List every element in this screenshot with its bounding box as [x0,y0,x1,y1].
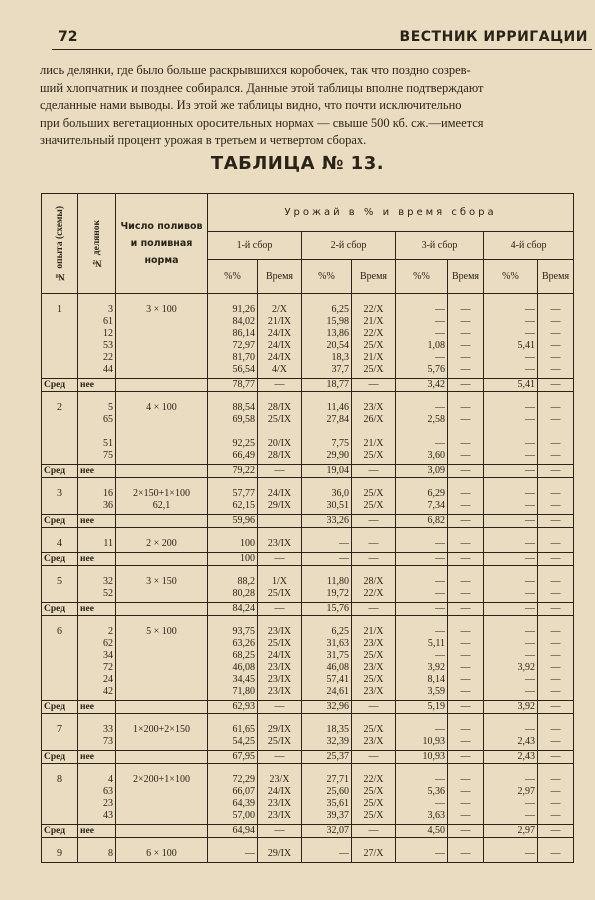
cell-t2: 21/X 23/X 25/X 23/X 25/X 23/X [352,616,396,701]
cell-opyt: 9 [42,838,78,863]
cell-norm [116,515,208,528]
cell-t2: — [352,701,396,714]
average-label: Сред [42,465,78,478]
cell-norm [116,751,208,764]
cell-p2: 25,37 [302,751,352,764]
cell-t2: 25/X 25/X [352,478,396,515]
cell-delyanka: 8 [78,838,116,863]
yield-table [41,193,574,863]
cell-t4: — [538,838,574,863]
average-label: Сред [42,515,78,528]
cell-norm: 6 × 100 [116,838,208,863]
cell-t3: — [448,528,484,553]
cell-t1: — [258,553,302,566]
cell-p2: 6,25 31,63 31,75 46,08 57,41 24,61 [302,616,352,701]
cell-t3: — [448,553,484,566]
journal-title: ВЕСТНИК ИРРИГАЦИИ [399,29,588,45]
table-row [42,838,574,863]
table-title: ТАБЛИЦА № 13. [210,153,385,174]
cell-opyt: 1 [42,294,78,379]
cell-p1: 79,22 [208,465,258,478]
paragraph-line: лись делянки, где было больше раскрывшихся коробочек, так что поздно созрев- [40,63,471,77]
cell-p2: 11,46 27,84 7,75 29,90 [302,392,352,465]
average-row [42,553,574,566]
cell-norm [116,465,208,478]
col-header-time: Время [352,260,396,294]
cell-t3: — [448,825,484,838]
cell-p3: 5,19 [396,701,448,714]
cell-t1: — [258,465,302,478]
cell-t4: — [538,528,574,553]
cell-p4: — 2,97 — — [484,764,538,825]
table-row [42,528,574,553]
cell-p4: 2,97 [484,825,538,838]
average-row [42,603,574,616]
cell-delyanka: 33 73 [78,714,116,751]
cell-opyt: 6 [42,616,78,701]
cell-norm: 2×150+1×100 62,1 [116,478,208,515]
cell-p4: — — — 5,41 — — [484,294,538,379]
cell-t1: 29/IX 25/IX [258,714,302,751]
cell-p4: — [484,528,538,553]
table-body [42,294,574,863]
cell-t1: — [258,701,302,714]
cell-p1: 100 [208,553,258,566]
cell-p2: 19,04 [302,465,352,478]
cell-t1: 2/X 21/IX 24/IX 24/IX 24/IX 4/X [258,294,302,379]
average-label-cont: нее [78,825,116,838]
cell-t3: — — — — — — [448,294,484,379]
cell-t3: — [448,515,484,528]
cell-t2: — [352,515,396,528]
cell-t1: — [258,825,302,838]
cell-t4: — — — — — — [538,294,574,379]
cell-p1: 84,24 [208,603,258,616]
cell-t3: — [448,838,484,863]
cell-p4: — 2,43 [484,714,538,751]
cell-p3: 3,09 [396,465,448,478]
cell-delyanka: 5 65 51 75 [78,392,116,465]
cell-t3: — — — — — — [448,616,484,701]
cell-delyanka: 11 [78,528,116,553]
cell-delyanka: 32 52 [78,566,116,603]
cell-p3: — [396,553,448,566]
cell-t3: — [448,751,484,764]
col-header-pct: %% [302,260,352,294]
paragraph-line: значительный процент урожая в третьем и четвертом сборах. [40,133,367,147]
cell-t1: 28/IX 25/IX 20/IX 28/IX [258,392,302,465]
average-label-cont: нее [78,553,116,566]
cell-t4: — — [538,478,574,515]
cell-p4: — [484,603,538,616]
cell-p2: 11,80 19,72 [302,566,352,603]
cell-p1: 61,65 54,25 [208,714,258,751]
cell-t1: 23/X 24/IX 23/IX 23/IX [258,764,302,825]
cell-p4: — — [484,478,538,515]
cell-t2: 22/X 25/X 25/X 25/X [352,764,396,825]
cell-t2: 27/X [352,838,396,863]
cell-p2: 18,77 [302,379,352,392]
average-label: Сред [42,825,78,838]
cell-p2: 36,0 30,51 [302,478,352,515]
cell-t2: 28/X 22/X [352,566,396,603]
cell-opyt: 7 [42,714,78,751]
col-header-delyanok: № делянок [78,194,116,294]
cell-t4: — [538,603,574,616]
cell-t3: — [448,701,484,714]
cell-t3: — — — — [448,392,484,465]
cell-p1: 78,77 [208,379,258,392]
cell-t1: 24/IX 29/IX [258,478,302,515]
average-row [42,701,574,714]
cell-p4: 2,43 [484,751,538,764]
cell-p3: 3,42 [396,379,448,392]
table-row [42,566,574,603]
cell-p2: — [302,838,352,863]
paragraph-line: ший хлопчатник и позднее собирался. Данные этой таблицы вполне подтверждают [40,80,484,95]
col-header-pct: %% [484,260,538,294]
cell-t2: — [352,603,396,616]
cell-p2: 33,26 [302,515,352,528]
average-row [42,465,574,478]
cell-t3: — [448,603,484,616]
cell-p3: 6,29 7,34 [396,478,448,515]
cell-t3: — — [448,566,484,603]
cell-p1: 88,2 80,28 [208,566,258,603]
average-label: Сред [42,379,78,392]
paragraph-line: сделанные нами выводы. Из этой же таблицы видно, что почти исключительно [40,98,462,112]
cell-p3: — 2,58 — 3,60 [396,392,448,465]
cell-norm: 4 × 100 [116,392,208,465]
cell-norm: 3 × 150 [116,566,208,603]
cell-p3: — [396,838,448,863]
cell-p4: — [484,838,538,863]
cell-norm: 1×200+2×150 [116,714,208,751]
cell-delyanka: 4 63 23 43 [78,764,116,825]
cell-t3: — — [448,714,484,751]
average-label-cont: нее [78,379,116,392]
cell-t4: — [538,751,574,764]
cell-t1: — [258,379,302,392]
cell-p4: — — — 3,92 — — [484,616,538,701]
cell-t2: — [352,379,396,392]
body-paragraph [40,62,580,150]
col-header-sbor1: 1-й сбор [208,232,302,260]
col-header-sbor2: 2-й сбор [302,232,396,260]
cell-opyt: 2 [42,392,78,465]
cell-p3: — — — 1,08 — 5,76 [396,294,448,379]
col-header-time: Время [258,260,302,294]
cell-t3: — [448,465,484,478]
cell-t4: — [538,379,574,392]
cell-p3: — 5,36 — 3,63 [396,764,448,825]
cell-delyanka: 2 62 34 72 24 42 [78,616,116,701]
cell-norm [116,553,208,566]
cell-t4: — [538,701,574,714]
cell-p2: 32,96 [302,701,352,714]
cell-p1: 67,95 [208,751,258,764]
cell-t4: — [538,553,574,566]
cell-p1: 91,26 84,02 86,14 72,97 81,70 56,54 [208,294,258,379]
col-header-poliv: Число поливов и поливная норма [116,194,208,294]
col-header-pct: %% [208,260,258,294]
cell-p3: — [396,528,448,553]
col-header-time: Время [448,260,484,294]
cell-p4: 3,92 [484,701,538,714]
cell-t1: 1/X 25/IX [258,566,302,603]
cell-p3: — 10,93 [396,714,448,751]
col-header-opyt: № опыта (схемы) [42,194,78,294]
cell-norm [116,825,208,838]
average-label: Сред [42,751,78,764]
cell-t3: — — [448,478,484,515]
average-label-cont: нее [78,515,116,528]
cell-t2: 23/X 26/X 21/X 25/X [352,392,396,465]
cell-t1: 23/IX [258,528,302,553]
cell-p2: — [302,528,352,553]
average-row [42,751,574,764]
col-header-urozhai: Урожай в % и время сбора [208,194,574,232]
cell-delyanka: 3 61 12 53 22 44 [78,294,116,379]
cell-p1: 62,93 [208,701,258,714]
cell-p3: 4,50 [396,825,448,838]
cell-p3: — — [396,566,448,603]
cell-p4: — — — — [484,392,538,465]
cell-p1: 64,94 [208,825,258,838]
cell-p2: 32,07 [302,825,352,838]
cell-t4: — — — — [538,764,574,825]
cell-t4: — [538,825,574,838]
average-label-cont: нее [78,465,116,478]
cell-t3: — — — — [448,764,484,825]
cell-norm [116,701,208,714]
cell-p1: 100 [208,528,258,553]
average-label: Сред [42,553,78,566]
col-header-sbor4: 4-й сбор [484,232,574,260]
cell-t1: 23/IX 25/IX 24/IX 23/IX 23/IX 23/IX [258,616,302,701]
cell-p4: — [484,515,538,528]
cell-t2: — [352,825,396,838]
col-header-time: Время [538,260,574,294]
cell-norm [116,603,208,616]
page-number: 72 [58,29,78,45]
cell-t1 [258,515,302,528]
cell-p1: 57,77 62,15 [208,478,258,515]
cell-t2: — [352,553,396,566]
cell-p4: — — [484,566,538,603]
cell-p3: — 5,11 — 3,92 8,14 3,59 [396,616,448,701]
cell-t4: — — — — [538,392,574,465]
cell-p4: — [484,553,538,566]
col-header-sbor3: 3-й сбор [396,232,484,260]
cell-opyt: 5 [42,566,78,603]
cell-opyt: 8 [42,764,78,825]
cell-p2: 18,35 32,39 [302,714,352,751]
cell-t1: 29/IX [258,838,302,863]
cell-p3: — [396,603,448,616]
cell-p2: 27,71 25,60 35,61 39,37 [302,764,352,825]
table-row [42,478,574,515]
cell-t4: — — [538,714,574,751]
cell-t2: — [352,465,396,478]
cell-t3: — [448,379,484,392]
table-row [42,714,574,751]
cell-t2: 25/X 23/X [352,714,396,751]
cell-p4: 5,41 [484,379,538,392]
cell-t4: — [538,515,574,528]
average-label-cont: нее [78,603,116,616]
cell-t2: 22/X 21/X 22/X 25/X 21/X 25/X [352,294,396,379]
cell-delyanka: 16 36 [78,478,116,515]
cell-p2: 15,76 [302,603,352,616]
col-header-pct: %% [396,260,448,294]
cell-p1: 88,54 69,58 92,25 66,49 [208,392,258,465]
cell-p1: 59,96 [208,515,258,528]
cell-t1: — [258,603,302,616]
cell-t4: — — [538,566,574,603]
average-row [42,825,574,838]
table-row [42,616,574,701]
cell-norm: 2 × 200 [116,528,208,553]
table-row [42,294,574,379]
cell-p1: 93,75 63,26 68,25 46,08 34,45 71,80 [208,616,258,701]
paragraph-line: при больших вегетационных оросительных нормах — свыше 500 кб. сж.—имеется [40,115,484,130]
cell-t4: — [538,465,574,478]
cell-norm: 3 × 100 [116,294,208,379]
cell-p2: 6,25 15,98 13,86 20,54 18,3 37,7 [302,294,352,379]
page-header [52,27,592,50]
cell-norm: 5 × 100 [116,616,208,701]
cell-norm [116,379,208,392]
cell-norm: 2×200+1×100 [116,764,208,825]
cell-opyt: 3 [42,478,78,515]
cell-t1: — [258,751,302,764]
cell-p1: 72,29 66,07 64,39 57,00 [208,764,258,825]
cell-p3: 6,82 [396,515,448,528]
average-row [42,515,574,528]
average-label: Сред [42,603,78,616]
cell-t2: — [352,528,396,553]
cell-p1: — [208,838,258,863]
average-label-cont: нее [78,751,116,764]
cell-p4: — [484,465,538,478]
average-label-cont: нее [78,701,116,714]
average-row [42,379,574,392]
cell-t2: — [352,751,396,764]
cell-p2: — [302,553,352,566]
average-label: Сред [42,701,78,714]
table-row [42,764,574,825]
table-row [42,392,574,465]
cell-t4: — — — — — — [538,616,574,701]
cell-opyt: 4 [42,528,78,553]
cell-p3: 10,93 [396,751,448,764]
